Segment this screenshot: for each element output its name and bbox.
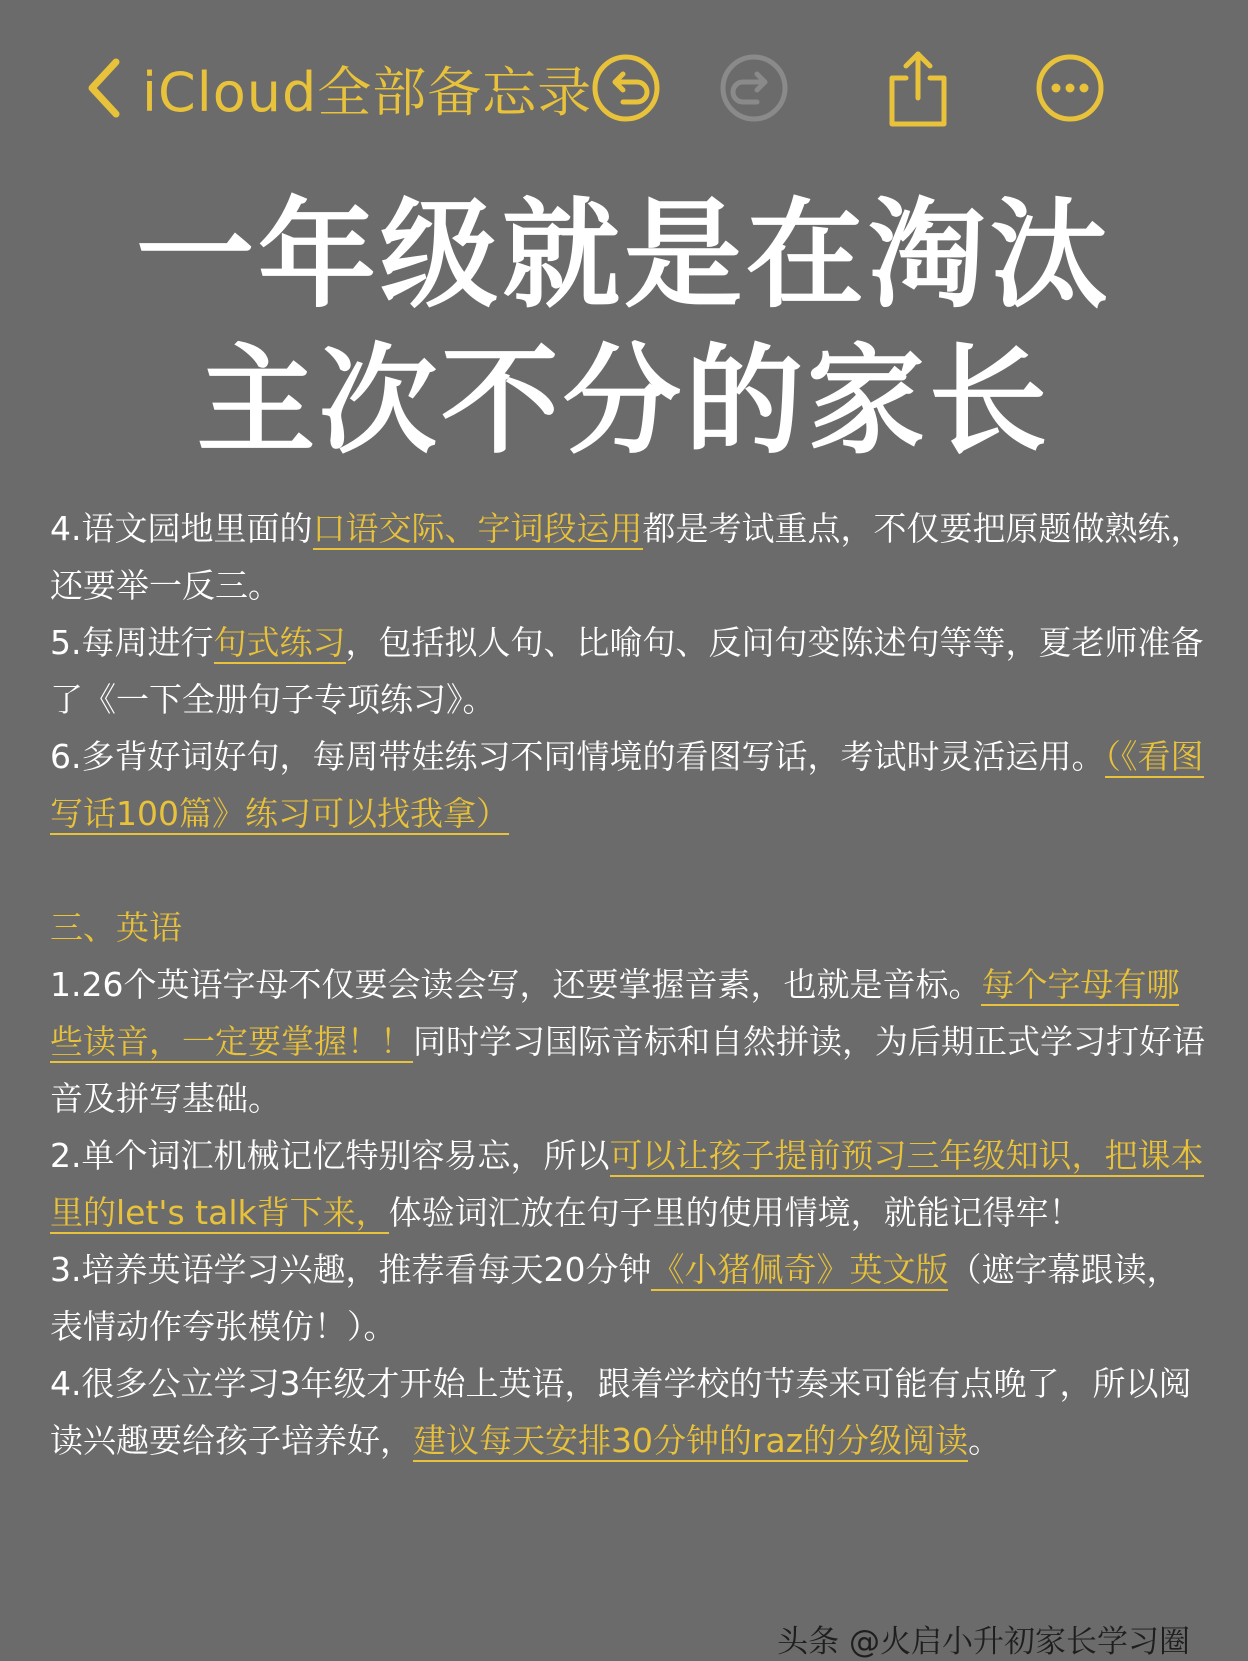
chevron-left-icon [84,56,124,120]
share-button[interactable] [876,46,960,130]
english-section-heading: 三、英语 [50,908,182,947]
item-text: （遮字幕跟读，表情动作夸张模仿！）。 [50,1250,1180,1346]
share-icon [882,46,954,130]
watermark: 头条 @火启小升初家长学习圈 [777,1624,1190,1660]
highlight-text: 每个字母有哪些读音，一定要掌握！！ [50,965,1180,1061]
redo-icon [718,52,790,124]
highlight-text: 可以让孩子提前预习三年级知识，把课本里的let's talk背下来， [50,1136,1204,1232]
english-item-2 [50,1127,1210,1241]
item-text: ，包括拟人句、比喻句、反问句变陈述句等等，夏老师准备了《一下全册句子专项练习》。 [50,623,1204,719]
back-button[interactable] [84,48,592,128]
item-text: 2.单个词汇机械记忆特别容易忘，所以 [50,1136,610,1175]
note-title-line-1: 一年级就是在淘汰 [135,186,1112,324]
chinese-item-4 [50,500,1210,614]
redo-button[interactable] [712,46,796,130]
note-title [0,182,1248,474]
item-text: 3.培养英语学习兴趣，推荐看每天20分钟 [50,1250,652,1289]
more-icon [1034,52,1106,124]
back-button-label: iCloud全部备忘录 [142,60,593,124]
notes-toolbar [0,40,1248,140]
more-button[interactable] [1028,46,1112,130]
english-item-3 [50,1241,1210,1355]
english-item-1 [50,956,1210,1127]
item-text: 体验词汇放在句子里的使用情境，就能记得牢！ [388,1193,1082,1232]
chinese-item-5 [50,614,1210,728]
highlight-text: 建议每天安排30分钟的raz的分级阅读 [413,1421,969,1460]
item-text: 都是考试重点，不仅要把原题做熟练，还要举一反三。 [50,509,1204,605]
item-text: 同时学习国际音标和自然拼读，为后期正式学习打好语音及拼写基础。 [50,1022,1205,1118]
item-text: 5.每周进行 [50,623,214,662]
item-text: 1.26个英语字母不仅要会读会写，还要掌握音素，也就是音标。 [50,965,982,1004]
note-body [50,500,1210,1469]
item-text: 。 [968,1421,1002,1460]
highlight-text: 句式练习 [213,623,346,662]
english-item-4 [50,1355,1210,1469]
note-title-line-2: 主次不分的家长 [196,332,1051,470]
chinese-item-6 [50,728,1210,842]
highlight-text: 口语交际、字词段运用 [312,509,643,548]
undo-icon [590,52,662,124]
item-text: 6.多背好词好句，每周带娃练习不同情境的看图写话，考试时灵活运用。 [50,737,1105,776]
undo-button[interactable] [584,46,668,130]
highlight-text: （《看图写话100篇》练习可以找我拿） [50,737,1204,833]
highlight-text: 《小猪佩奇》英文版 [651,1250,949,1289]
item-text: 4.很多公立学习3年级才开始上英语，跟着学校的节奏来可能有点晚了，所以阅读兴趣要给孩子培养好， [50,1364,1192,1460]
item-text: 4.语文园地里面的 [50,509,313,548]
